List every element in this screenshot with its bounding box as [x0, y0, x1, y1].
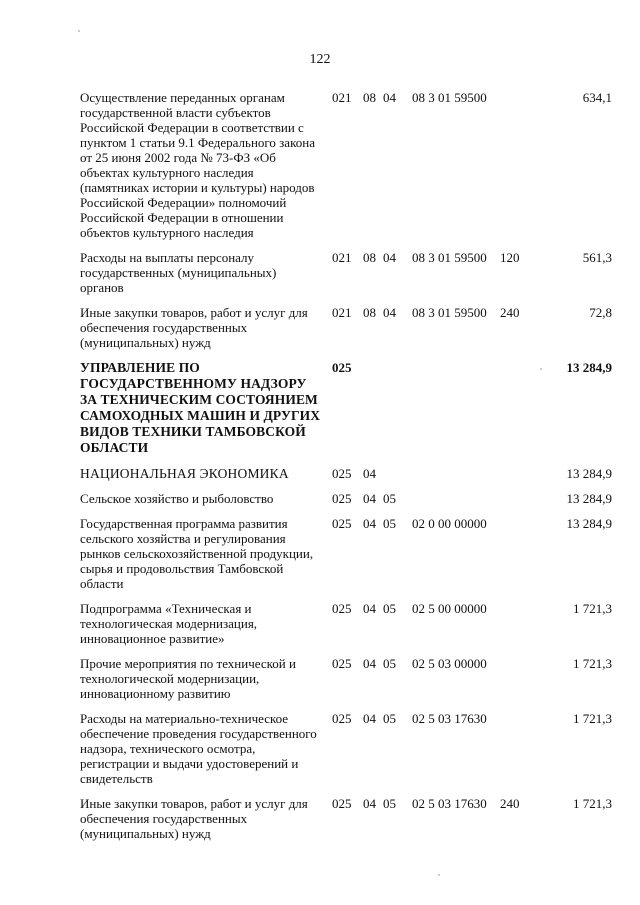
subsection-code: 04 — [383, 305, 396, 320]
ministry-code: 025 — [332, 466, 352, 481]
scan-speck — [78, 30, 80, 32]
amount-value: 72,8 — [589, 305, 612, 320]
row-name: Расходы на выплаты персоналу государственных (муниципальных) органов — [80, 250, 277, 295]
subsection-code: 05 — [383, 516, 396, 531]
scan-speck — [438, 874, 440, 876]
section-code: 04 — [363, 491, 376, 506]
amount-value: 1 721,3 — [573, 601, 612, 616]
expense-code: 120 — [500, 250, 520, 265]
row-name: Иные закупки товаров, работ и услуг для обеспечения государственных (муниципальных) нужд — [80, 796, 308, 841]
target-code: 08 3 01 59500 — [412, 305, 487, 320]
row-name: Государственная программа развития сельского хозяйства и регулирования рынков сельскохозяйственной продукции, сырья и продовольствия Тамбовской области — [80, 516, 314, 591]
ministry-code: 021 — [332, 305, 352, 320]
section-code: 04 — [363, 656, 376, 671]
table-row — [80, 250, 612, 295]
table-row — [80, 90, 612, 240]
section-code: 08 — [363, 305, 376, 320]
ministry-code: 025 — [332, 516, 352, 531]
section-code: 04 — [363, 516, 376, 531]
row-name: Иные закупки товаров, работ и услуг для обеспечения государственных (муниципальных) нужд — [80, 305, 308, 350]
ministry-code: 021 — [332, 250, 352, 265]
table-row — [80, 360, 612, 456]
subsection-code: 04 — [383, 250, 396, 265]
section-code: 04 — [363, 466, 376, 481]
row-name: Осуществление переданных органам государственной власти субъектов Российской Федерации в соответствии с пунктом 1 статьи 9.1 Федерального закона от 25 июня 2002 года № 73-ФЗ «Об объектах культурного наследия (памятниках истории и культуры) народов Российской Федерации» полномочий Российской Федерации в отношении объектов культурного наследия — [80, 90, 315, 240]
subsection-code: 05 — [383, 491, 396, 506]
subsection-code: 04 — [383, 90, 396, 105]
table-row — [80, 711, 612, 786]
ministry-code: 025 — [332, 711, 352, 726]
section-heading: НАЦИОНАЛЬНАЯ ЭКОНОМИКА — [80, 466, 289, 481]
table-row — [80, 796, 612, 841]
table-row — [80, 601, 612, 646]
target-code: 02 0 00 00000 — [412, 516, 487, 531]
amount-value: 13 284,9 — [566, 360, 612, 375]
ministry-code: 025 — [332, 601, 352, 616]
amount-value: 13 284,9 — [566, 466, 612, 481]
subsection-code: 05 — [383, 601, 396, 616]
amount-value: 13 284,9 — [566, 516, 612, 531]
row-name: Подпрограмма «Техническая и технологическая модернизация, инновационное развитие» — [80, 601, 258, 646]
ministry-code: 025 — [332, 491, 352, 506]
amount-value: 13 284,9 — [566, 491, 612, 506]
ministry-code: 025 — [332, 796, 352, 811]
budget-table — [80, 90, 612, 851]
section-code: 04 — [363, 711, 376, 726]
row-name: Прочие мероприятия по технической и технологической модернизации, инновационному развитию — [80, 656, 296, 701]
section-code: 04 — [363, 601, 376, 616]
amount-value: 1 721,3 — [573, 711, 612, 726]
amount-value: 1 721,3 — [573, 656, 612, 671]
section-code: 04 — [363, 796, 376, 811]
row-name: Расходы на материально-техническое обеспечение проведения государственного надзора, технического осмотра, регистрации и выдачи удостоверений и свидетельств — [80, 711, 317, 786]
table-row — [80, 656, 612, 701]
subsection-code: 05 — [383, 656, 396, 671]
target-code: 02 5 03 00000 — [412, 656, 487, 671]
table-row — [80, 491, 612, 506]
target-code: 02 5 03 17630 — [412, 796, 487, 811]
section-code: 08 — [363, 250, 376, 265]
section-code: 08 — [363, 90, 376, 105]
ministry-code: 021 — [332, 90, 352, 105]
row-name: Сельское хозяйство и рыболовство — [80, 491, 274, 506]
expense-code: 240 — [500, 305, 520, 320]
ministry-code: 025 — [332, 656, 352, 671]
subsection-code: 05 — [383, 711, 396, 726]
amount-value: 1 721,3 — [573, 796, 612, 811]
target-code: 02 5 00 00000 — [412, 601, 487, 616]
expense-code: 240 — [500, 796, 520, 811]
page-number: 122 — [309, 52, 331, 67]
table-row — [80, 305, 612, 350]
target-code: 08 3 01 59500 — [412, 90, 487, 105]
amount-value: 634,1 — [582, 90, 612, 105]
table-row — [80, 466, 612, 481]
table-row — [80, 516, 612, 591]
subsection-code: 05 — [383, 796, 396, 811]
agency-heading: УПРАВЛЕНИЕ ПО ГОСУДАРСТВЕННОМУ НАДЗОРУ ЗА ТЕХНИЧЕСКИМ СОСТОЯНИЕМ САМОХОДНЫХ МАШИН И ДРУГИХ ВИДОВ ТЕХНИКИ ТАМБОВСКОЙ ОБЛАСТИ — [80, 360, 321, 455]
target-code: 02 5 03 17630 — [412, 711, 487, 726]
ministry-code: 025 — [332, 360, 352, 375]
target-code: 08 3 01 59500 — [412, 250, 487, 265]
amount-value: 561,3 — [582, 250, 612, 265]
